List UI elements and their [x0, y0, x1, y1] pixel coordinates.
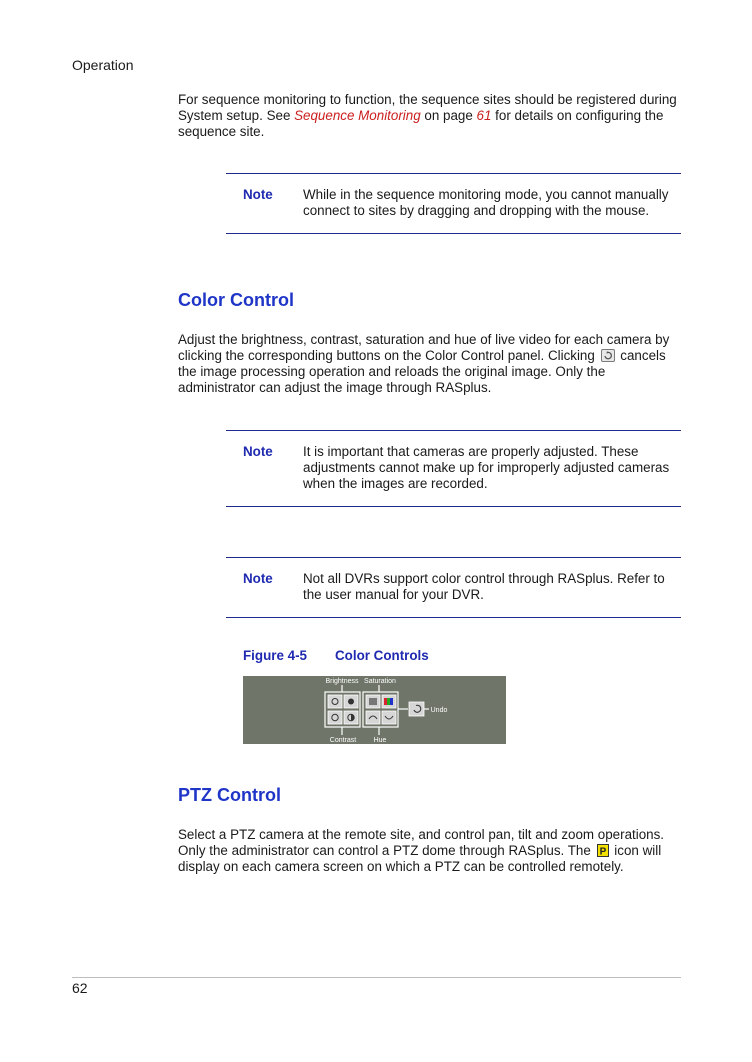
color-control-text-1: Adjust the brightness, contrast, saturation and hue of live video for each camera by clicking the corresponding buttons on the Color Control panel. Clicking: [178, 332, 670, 363]
hue-label: Hue: [373, 737, 387, 744]
color-controls-figure: [243, 676, 506, 744]
footer-rule: [72, 977, 681, 978]
color-control-paragraph: [178, 332, 683, 396]
color-control-heading: Color Control: [178, 290, 294, 310]
note-bottom-rule: [226, 506, 681, 507]
intro-text-1: For sequence monitoring to function, the sequence sites should be registered during System setup. See: [178, 92, 677, 123]
page-61-link[interactable]: 61: [476, 108, 492, 123]
sequence-monitoring-link[interactable]: Sequence Monitoring: [294, 108, 421, 123]
note-top-rule: [226, 430, 681, 431]
ptz-text-1: Select a PTZ camera at the remote site, and control pan, tilt and zoom operations. Only the administrator can control a PTZ dome through RASplus. The: [178, 827, 665, 858]
contrast-down-button[interactable]: [328, 711, 342, 724]
page-number: 62: [72, 980, 88, 996]
svg-text:P: P: [599, 846, 606, 857]
note-label: Note: [243, 444, 273, 459]
brightness-label: Brightness: [325, 678, 359, 685]
note-top-rule: [226, 173, 681, 174]
contrast-label: Contrast: [329, 737, 357, 744]
figure-caption: Color Controls: [335, 648, 429, 663]
hue-up-button[interactable]: [382, 711, 396, 724]
ptz-control-paragraph: [178, 827, 683, 875]
saturation-up-button[interactable]: [382, 695, 396, 708]
saturation-label: Saturation: [364, 678, 396, 685]
brightness-up-button[interactable]: [344, 695, 358, 708]
ptz-icon: [597, 844, 609, 857]
intro-text-2: on page: [420, 108, 477, 123]
brightness-down-button[interactable]: [328, 695, 342, 708]
note-label: Note: [243, 187, 273, 202]
running-header: Operation: [72, 57, 134, 73]
intro-paragraph: [178, 92, 683, 140]
note-bottom-rule: [226, 617, 681, 618]
figure-number: Figure 4-5: [243, 648, 307, 663]
saturation-down-button[interactable]: [366, 695, 380, 708]
color-control-text-2: cancels the image processing operation and reloads the original image. Only the administrator can adjust the image through RASplus.: [178, 348, 666, 395]
note-top-rule: [226, 557, 681, 558]
ptz-text-2: icon will display on each camera screen on which a PTZ can be controlled remotely.: [178, 843, 662, 874]
intro-text-3: for details on configuring the sequence site.: [178, 108, 664, 139]
note-bottom-rule: [226, 233, 681, 234]
undo-icon: [601, 349, 615, 362]
note-text: It is important that cameras are properly adjusted. These adjustments cannot make up for improperly adjusted cameras when the images are recorded.: [303, 444, 670, 491]
note-label: Note: [243, 571, 273, 586]
contrast-up-button[interactable]: [344, 711, 358, 724]
note-text: Not all DVRs support color control through RASplus. Refer to the user manual for your DVR.: [303, 571, 665, 602]
undo-label: Undo: [430, 707, 448, 714]
undo-button[interactable]: [409, 702, 424, 716]
ptz-control-heading: PTZ Control: [178, 785, 281, 805]
hue-down-button[interactable]: [366, 711, 380, 724]
note-text: While in the sequence monitoring mode, you cannot manually connect to sites by dragging and dropping with the mouse.: [303, 187, 669, 218]
